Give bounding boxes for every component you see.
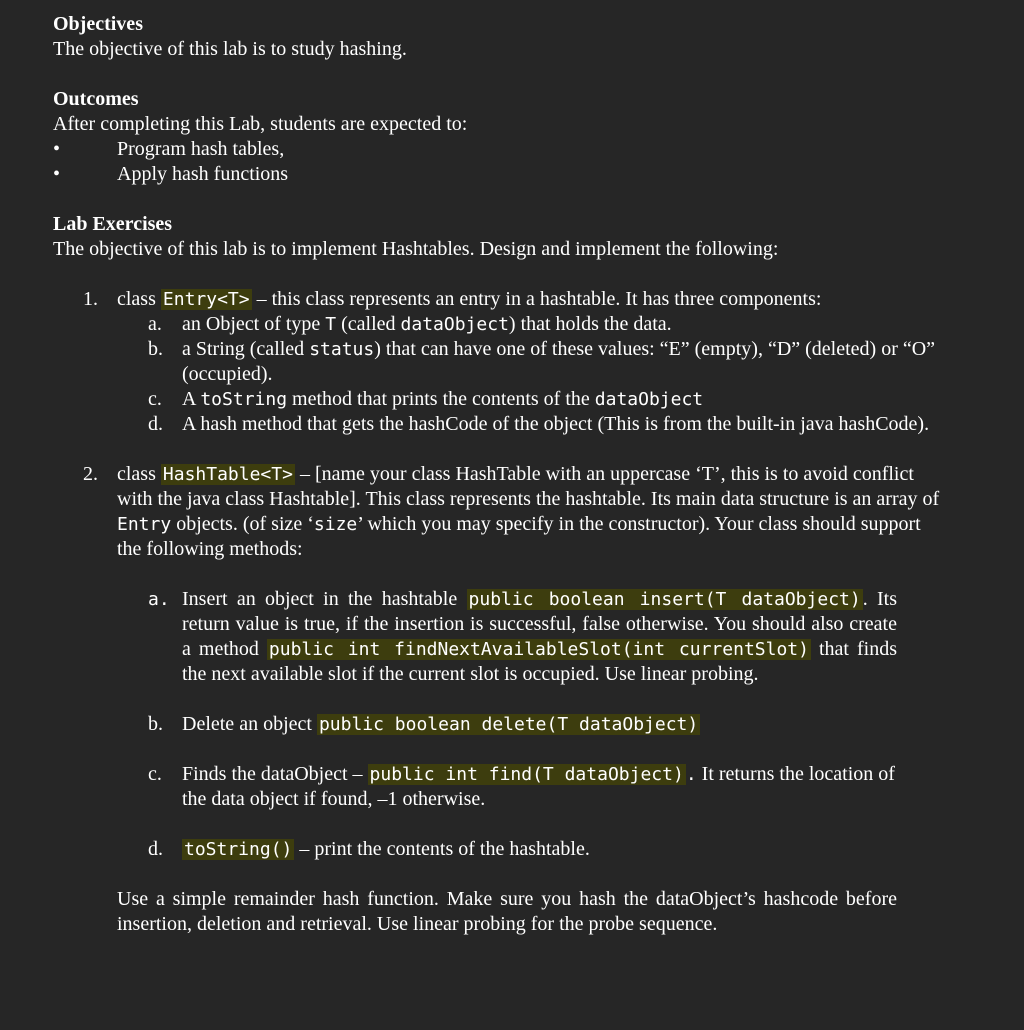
method-signature-code: public boolean delete(T dataObject) (318, 714, 699, 735)
exercise-1-subitem-b (53, 337, 1003, 387)
item-text: – this class represents an entry in a hashtable. It has three components: (251, 288, 822, 310)
lab-exercises-intro: The objective of this lab is to implement Hashtables. Design and implement the following: (53, 238, 779, 260)
item-text: class (117, 463, 161, 485)
item-text: (called (336, 313, 401, 335)
item-text: a String (called (182, 338, 310, 360)
item-text: an Object of type (182, 313, 326, 335)
code-text: toString (200, 389, 288, 410)
code-text: status (309, 339, 375, 360)
exercise-1-subitem-a (53, 312, 1003, 337)
item-letter: a. (148, 313, 162, 335)
outcome-text: Program hash tables, (117, 138, 285, 160)
code-text: dataObject (400, 314, 509, 335)
list-item (53, 162, 1003, 187)
exercise-1-subitem-d (53, 412, 1003, 437)
method-signature-code: toString() (184, 839, 293, 860)
closing-paragraph (53, 887, 897, 937)
objectives-section (53, 12, 1003, 62)
list-item (53, 137, 1003, 162)
method-signature-code: public int find(T dataObject) (369, 764, 684, 785)
item-letter: d. (148, 838, 163, 860)
bullet-icon: • (53, 163, 61, 185)
exercise-2-subitem-b (53, 712, 1003, 737)
outcome-text: Apply hash functions (117, 163, 289, 185)
bullet-icon: • (53, 138, 61, 160)
item-text: that finds the next available slot if the current slot is occupied. Use linear probing. (182, 638, 897, 685)
item-text: Finds the dataObject – (182, 763, 368, 785)
code-text: Entry (117, 514, 172, 535)
outcomes-section (53, 87, 1003, 187)
item-number: 1. (83, 288, 98, 310)
item-text: It returns the location of the data object if found, –1 otherwise. (182, 763, 895, 810)
item-letter: a. (148, 589, 170, 610)
method-signature-code: public int findNextAvailableSlot(int currentSlot) (268, 639, 809, 660)
method-signature-code: public boolean insert(T dataObject) (468, 589, 861, 610)
code-text: T (325, 314, 337, 335)
item-text: A (182, 388, 201, 410)
item-text: ) that holds the data. (508, 313, 672, 335)
exercise-2-subitem-c (53, 762, 897, 812)
item-letter: c. (148, 763, 162, 785)
item-text: ’ which you may specify in the constructor). Your class should support the following methods: (117, 513, 921, 560)
exercise-2-subitem-d (53, 837, 1003, 862)
closing-text: Use a simple remainder hash function. Make sure you hash the dataObject’s hashcode before insertion, deletion and retrieval. Use linear probing for the probe sequence. (117, 888, 897, 935)
objectives-heading: Objectives (53, 13, 143, 35)
outcomes-list (53, 137, 1003, 187)
item-text: objects. (of size ‘ (171, 513, 314, 535)
class-name-code: Entry<T> (162, 289, 250, 310)
lab-exercises-heading: Lab Exercises (53, 213, 173, 235)
class-name-code: HashTable<T> (162, 464, 293, 485)
item-text: – print the contents of the hashtable. (294, 838, 590, 860)
item-text: ) that can have one of these values: “E” (empty), “D” (deleted) or “O” (occupied). (182, 338, 936, 385)
item-letter: b. (148, 713, 163, 735)
item-number: 2. (83, 463, 98, 485)
item-text: method that prints the contents of the (287, 388, 595, 410)
item-text: class (117, 288, 161, 310)
outcomes-heading: Outcomes (53, 88, 139, 110)
item-text: – [name your class HashTable with an uppercase ‘T’, this is to avoid conflict with the java class Hashtable]. This class represents the hashtable. Its main data structure is an array of (117, 463, 940, 510)
item-text: A hash method that gets the hashCode of the object (This is from the built-in java hashCode). (182, 413, 930, 435)
code-text: . (685, 764, 697, 785)
code-text: size (313, 514, 358, 535)
item-letter: d. (148, 413, 163, 435)
objectives-text: The objective of this lab is to study hashing. (53, 38, 407, 60)
code-text: dataObject (594, 389, 704, 410)
item-text: Delete an object (182, 713, 317, 735)
item-text: Insert an object in the hashtable (182, 588, 467, 610)
lab-exercises-section (53, 212, 1003, 937)
exercise-1-subitem-c (53, 387, 1003, 412)
item-letter: c. (148, 388, 162, 410)
outcomes-intro: After completing this Lab, students are expected to: (53, 113, 468, 135)
item-text: . Its return value is true, if the insertion is successful, false otherwise. You should also create a method (182, 588, 898, 660)
document-page (53, 12, 1003, 937)
item-letter: b. (148, 338, 163, 360)
exercise-item-1 (53, 287, 1003, 312)
exercise-item-2 (53, 462, 949, 562)
exercise-2-subitem-a (53, 587, 897, 687)
